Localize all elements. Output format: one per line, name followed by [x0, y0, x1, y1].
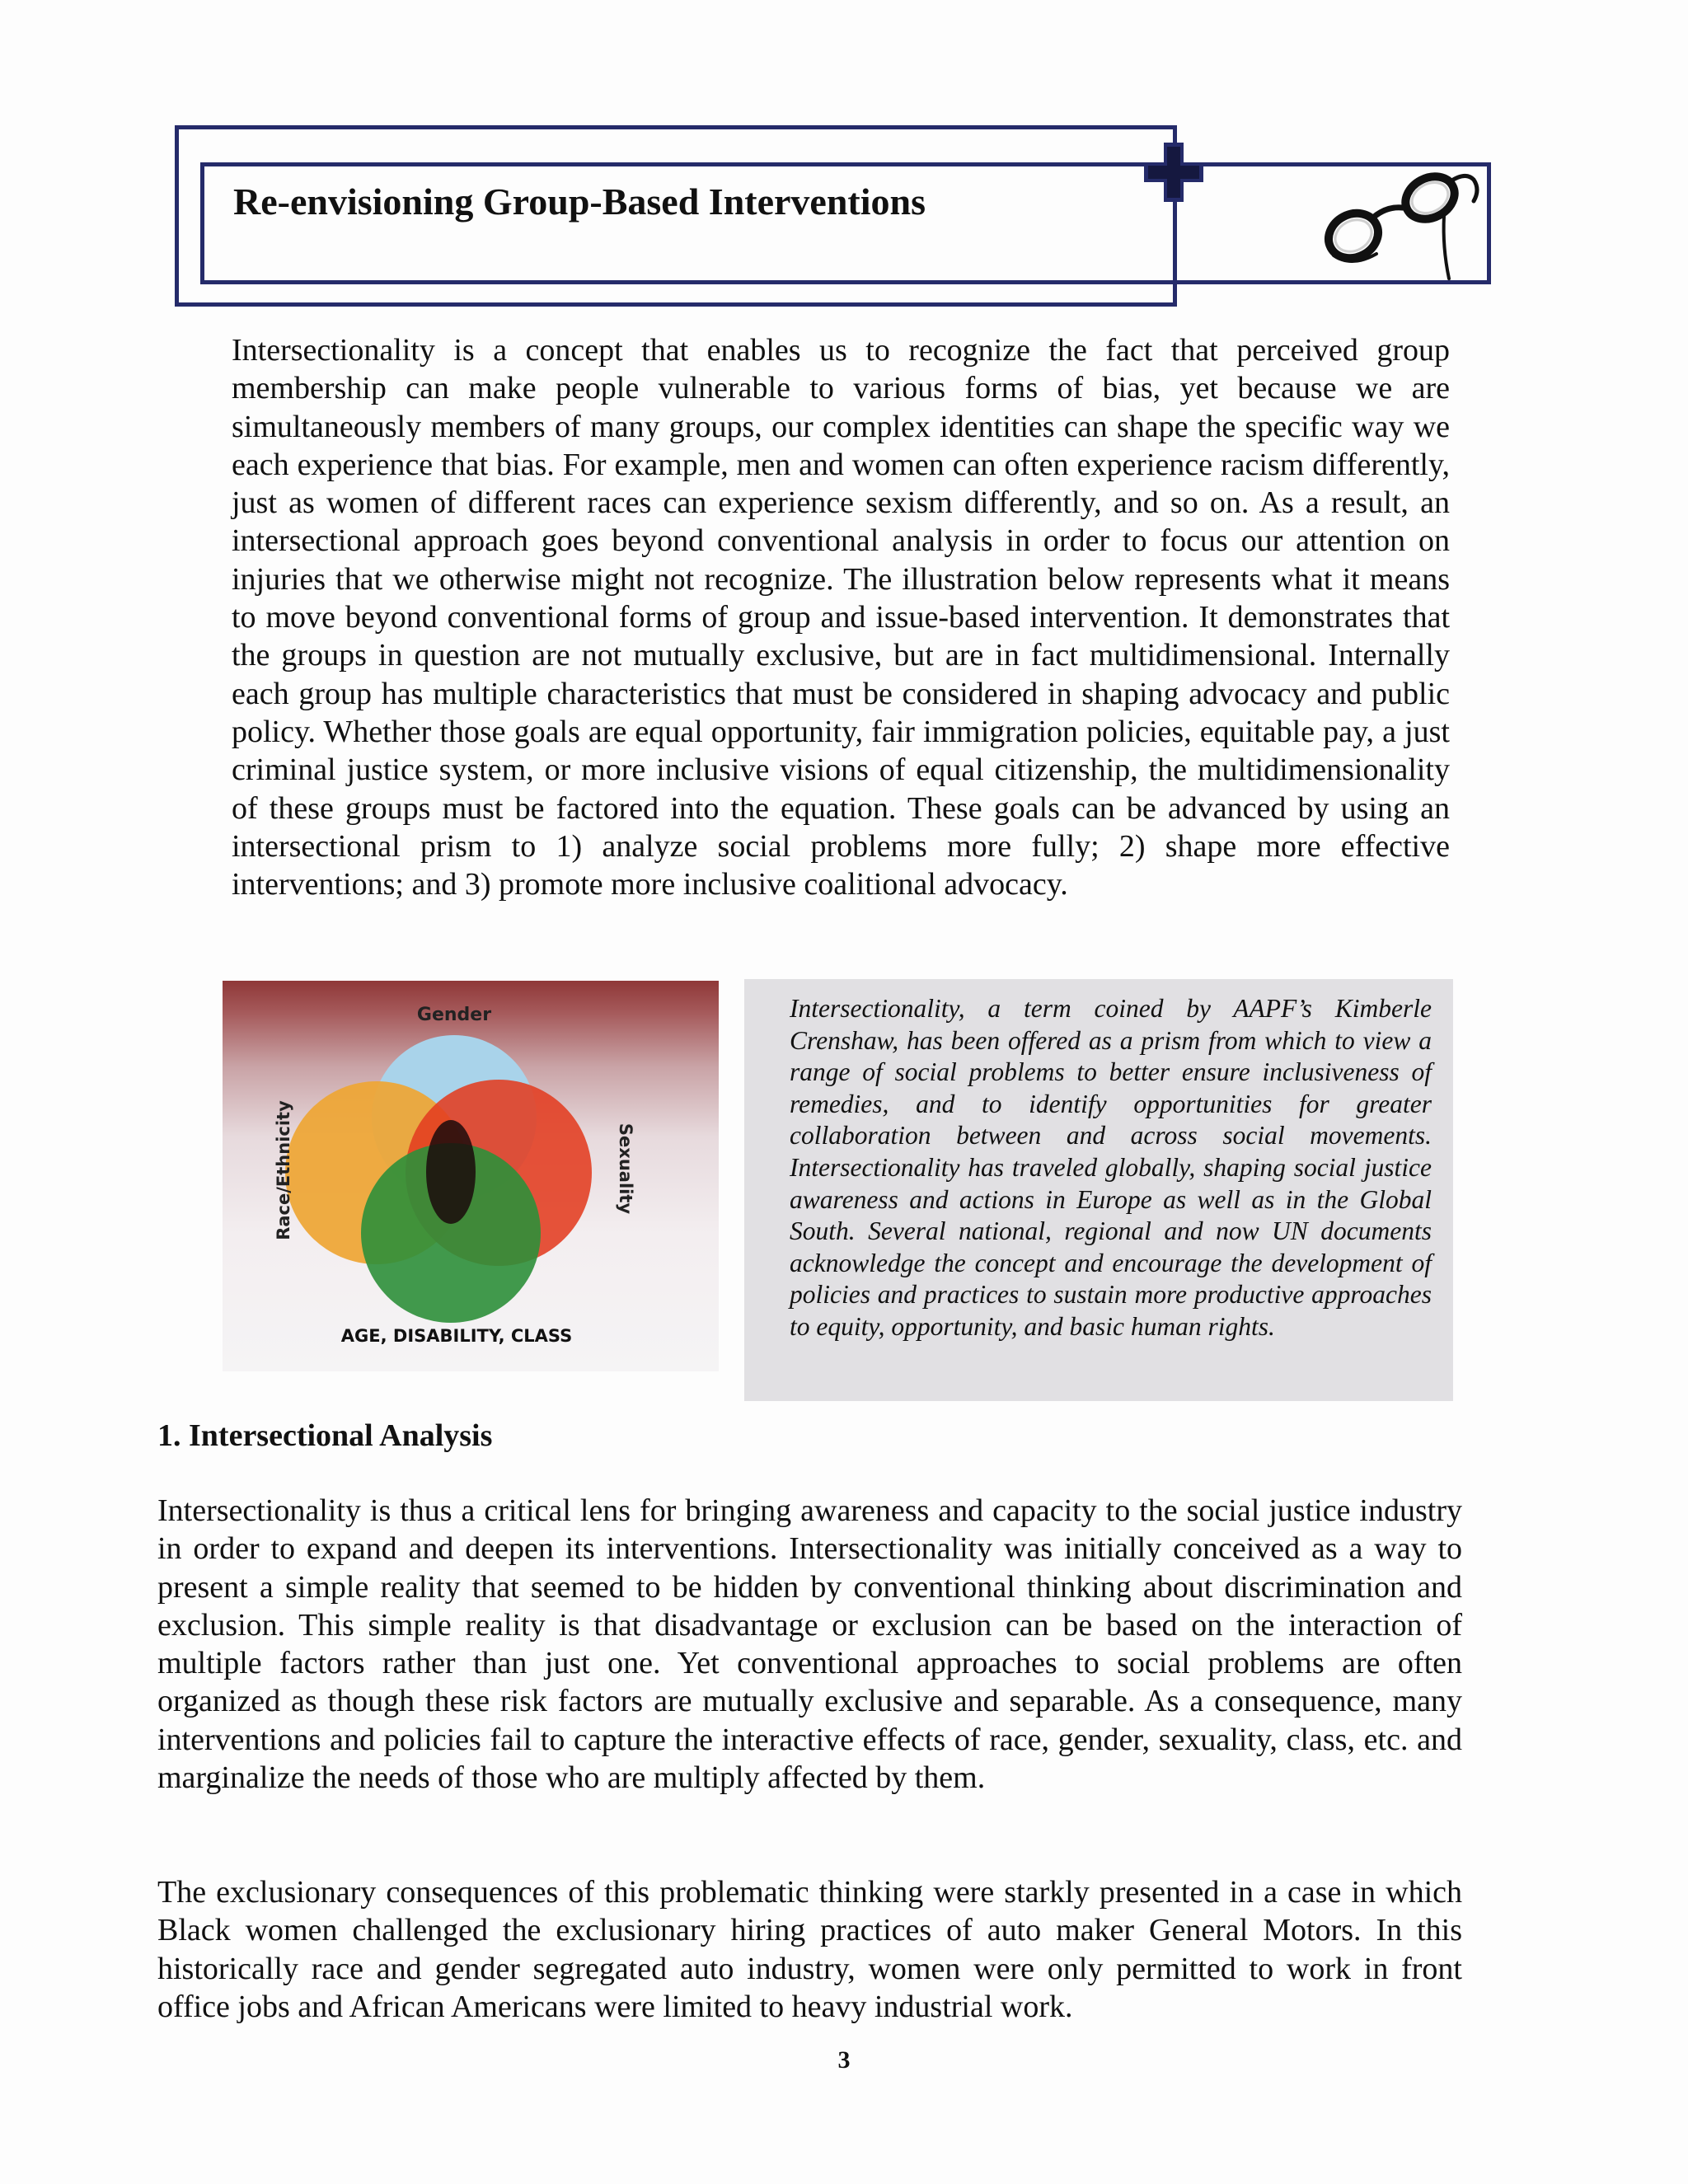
sidebar-callout-text: Intersectionality, a term coined by AAPF’s Kimberle Crenshaw, has been offered as a prism from which to view a range of social problems to better ensure inclusiveness of remedies, and to identify opportunities for greater collaboration between and across social movements. Intersectionality has traveled globally, shaping social justice awareness and actions in Europe as well as in the Global South. Several national, regional and now UN documents acknowledge the concept and encourage the development of policies and practices to sustain more productive approaches to equity, opportunity, and basic human rights.: [790, 994, 1432, 1341]
intersectionality-venn-figure: [223, 981, 719, 1371]
eyeglasses-icon: [1319, 165, 1484, 284]
cross-icon: [1142, 140, 1206, 204]
venn-center-intersection: [426, 1120, 476, 1224]
venn-label-race-ethnicity: Race/Ethnicity: [274, 1100, 293, 1240]
section-paragraph: Intersectionality is thus a critical lens for bringing awareness and capacity to the social justice industry in order to expand and deepen its interventions. Intersectionality was initially conceived as a way to present a simple reality that seemed to be hidden by conventional thinking about discrimination and exclusion. This simple reality is that disadvantage or exclusion can be based on the interaction of multiple factors rather than just one. Yet conventional approaches to social problems are often organized as though these risk factors are mutually exclusive and separable. As a consequence, many interventions and policies fail to capture the interactive effects of race, gender, sexuality, class, etc. and marginalize the needs of those who are multiply affected by them.: [157, 1493, 1462, 1796]
venn-label-age-disability-class: AGE, DISABILITY, CLASS: [340, 1326, 573, 1346]
section-paragraph: The exclusionary consequences of this problematic thinking were starkly presented in a case in which Black women challenged the exclusionary hiring practices of auto maker General Motors. In this historically race and gender segregated auto industry, women were only permitted to work in front office jobs and African Americans were limited to heavy industrial work.: [157, 1875, 1462, 2024]
page-number: 3: [837, 2046, 851, 2074]
venn-label-sexuality: Sexuality: [616, 1122, 635, 1215]
sidebar-callout: [744, 979, 1453, 1401]
intro-paragraph: Intersectionality is a concept that enables us to recognize the fact that perceived group membership can make people vulnerable to various forms of bias, yet because we are simultaneously members of many groups, our complex identities can shape the specific way we each experience that bias. For example, men and women can often experience racism differently, just as women of different races can experience sexism differently, and so on. As a result, an intersectional approach goes beyond conventional analysis in order to focus our attention on injuries that we otherwise might not recognize. The illustration below represents what it means to move beyond conventional forms of group and issue-based intervention. It demonstrates that the groups in question are not mutually exclusive, but are in fact multidimensional. Internally each group has multiple characteristics that must be considered in shaping advocacy and public policy. Whether those goals are equal opportunity, fair immigration policies, equitable pay, a just criminal justice system, or more inclusive visions of equal citizenship, the multidimensionality of these groups must be factored into the equation. These goals can be advanced by using an intersectional prism to 1) analyze social problems more fully; 2) shape more effective interventions; and 3) promote more inclusive coalitional advocacy.: [232, 333, 1450, 902]
venn-label-gender: Gender: [416, 1005, 492, 1025]
section-heading: 1. Intersectional Analysis: [157, 1418, 493, 1453]
page-title: Re-envisioning Group-Based Interventions: [233, 180, 926, 223]
